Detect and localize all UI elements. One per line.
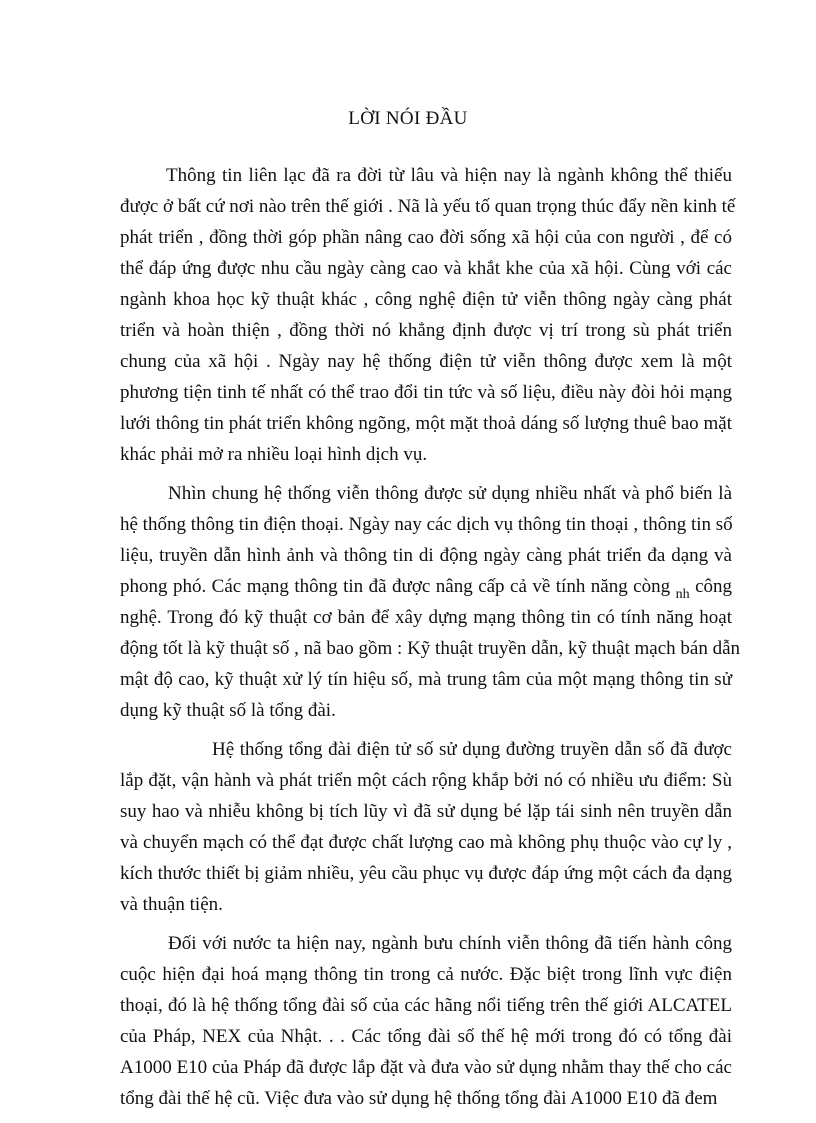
paragraph-line: hệ thống thông tin điện thoại. Ngày nay các dịch vụ thông tin thoại , thông tin số xyxy=(120,514,733,535)
paragraph-line: động tốt là kỹ thuật số , nã bao gồm : Kỹ thuật truyền dẫn, kỹ thuật mạch bán dẫn xyxy=(120,638,741,659)
paragraph-line: Thông tin liên lạc đã ra đời từ lâu và hiện nay là ngành không thể thiếu xyxy=(166,165,732,186)
paragraph-line: lắp đặt, vận hành và phát triển một cách rộng khắp bởi nó có nhiều ưu điểm: Sù xyxy=(120,770,732,791)
paragraph-line: và chuyển mạch có thể đạt được chất lượng cao mà không phụ thuộc vào cự ly , xyxy=(120,832,732,853)
paragraph-line: liệu, truyền dẫn hình ảnh và thông tin di động ngày càng phát triển đa dạng và xyxy=(120,545,732,566)
paragraph-line: suy hao và nhiễu không bị tích lũy vì đã sử dụng bé lặp tái sinh nên truyền dẫn xyxy=(120,801,732,822)
paragraph-line: khác phải mở ra nhiều loại hình dịch vụ. xyxy=(120,444,428,465)
paragraph-line: nghệ. Trong đó kỹ thuật cơ bản để xây dựng mạng thông tin có tính năng hoạt xyxy=(120,607,732,628)
paragraph-line: phát triển , đồng thời góp phần nâng cao đời sống xã hội của con người , để có xyxy=(120,227,732,248)
paragraph-line: A1000 E10 của Pháp đã được lắp đặt và đưa vào sử dụng nhằm thay thế cho các xyxy=(120,1057,732,1078)
paragraph-line: cuộc hiện đại hoá mạng thông tin trong cả nước. Đặc biệt trong lĩnh vực điện xyxy=(120,964,732,985)
paragraph-line: lưới thông tin phát triển không ngõng, một mặt thoả dáng số lượng thuê bao mặt xyxy=(120,413,732,434)
paragraph-line xyxy=(120,576,732,603)
paragraph-line: kích thước thiết bị giảm nhiều, yêu cầu phục vụ được đáp ứng một cách đa dạng xyxy=(120,863,732,884)
page-title: LỜI NÓI ĐẦU xyxy=(348,108,468,129)
paragraph-line: Hệ thống tổng đài điện tử số sử dụng đường truyền dẫn số đã được xyxy=(212,739,732,760)
paragraph-line: Nhìn chung hệ thống viễn thông được sử dụng nhiều nhất và phổ biến là xyxy=(168,483,732,504)
paragraph-line: của Pháp, NEX của Nhật. . . Các tổng đài số thế hệ mới trong đó có tổng đài xyxy=(120,1026,732,1047)
paragraph-line: mật độ cao, kỹ thuật xử lý tín hiệu số, mà trung tâm của một mạng thông tin sử xyxy=(120,669,732,690)
paragraph-line: tổng đài thế hệ cũ. Việc đưa vào sử dụng hệ thống tổng đài A1000 E10 đã đem xyxy=(120,1088,718,1109)
line-text: phong phó. Các mạng thông tin đã được nâng cấp cả về tính năng còng xyxy=(120,576,671,597)
paragraph-line: và thuận tiện. xyxy=(120,894,223,915)
paragraph-line: phương tiện tinh tế nhất có thể trao đổi tin tức và số liệu, điều này đòi hỏi mạng xyxy=(120,382,732,403)
paragraph-line: triển và hoàn thiện , đồng thời nó khẳng định được vị trí trong sù phát triển xyxy=(120,320,732,341)
line-text: công xyxy=(695,576,732,597)
paragraph-line: dụng kỹ thuật số là tổng đài. xyxy=(120,700,336,721)
paragraph-line: Đối với nước ta hiện nay, ngành bưu chính viễn thông đã tiến hành công xyxy=(168,933,732,954)
paragraph-line: thể đáp ứng được nhu cầu ngày càng cao và khắt khe của xã hội. Cùng với các xyxy=(120,258,732,279)
paragraph-line: chung của xã hội . Ngày nay hệ thống điện tử viễn thông được xem là một xyxy=(120,351,732,372)
paragraph-line: được ở bất cứ nơi nào trên thế giới . Nã là yếu tố quan trọng thúc đẩy nền kinh tế xyxy=(120,196,736,217)
paragraph-line: thoại, đó là hệ thống tổng đài số của các hãng nổi tiếng trên thế giới ALCATEL xyxy=(120,995,732,1016)
subscript-fragment: nh xyxy=(675,587,690,602)
paragraph-line: ngành khoa học kỹ thuật khác , công nghệ điện tử viễn thông ngày càng phát xyxy=(120,289,732,310)
